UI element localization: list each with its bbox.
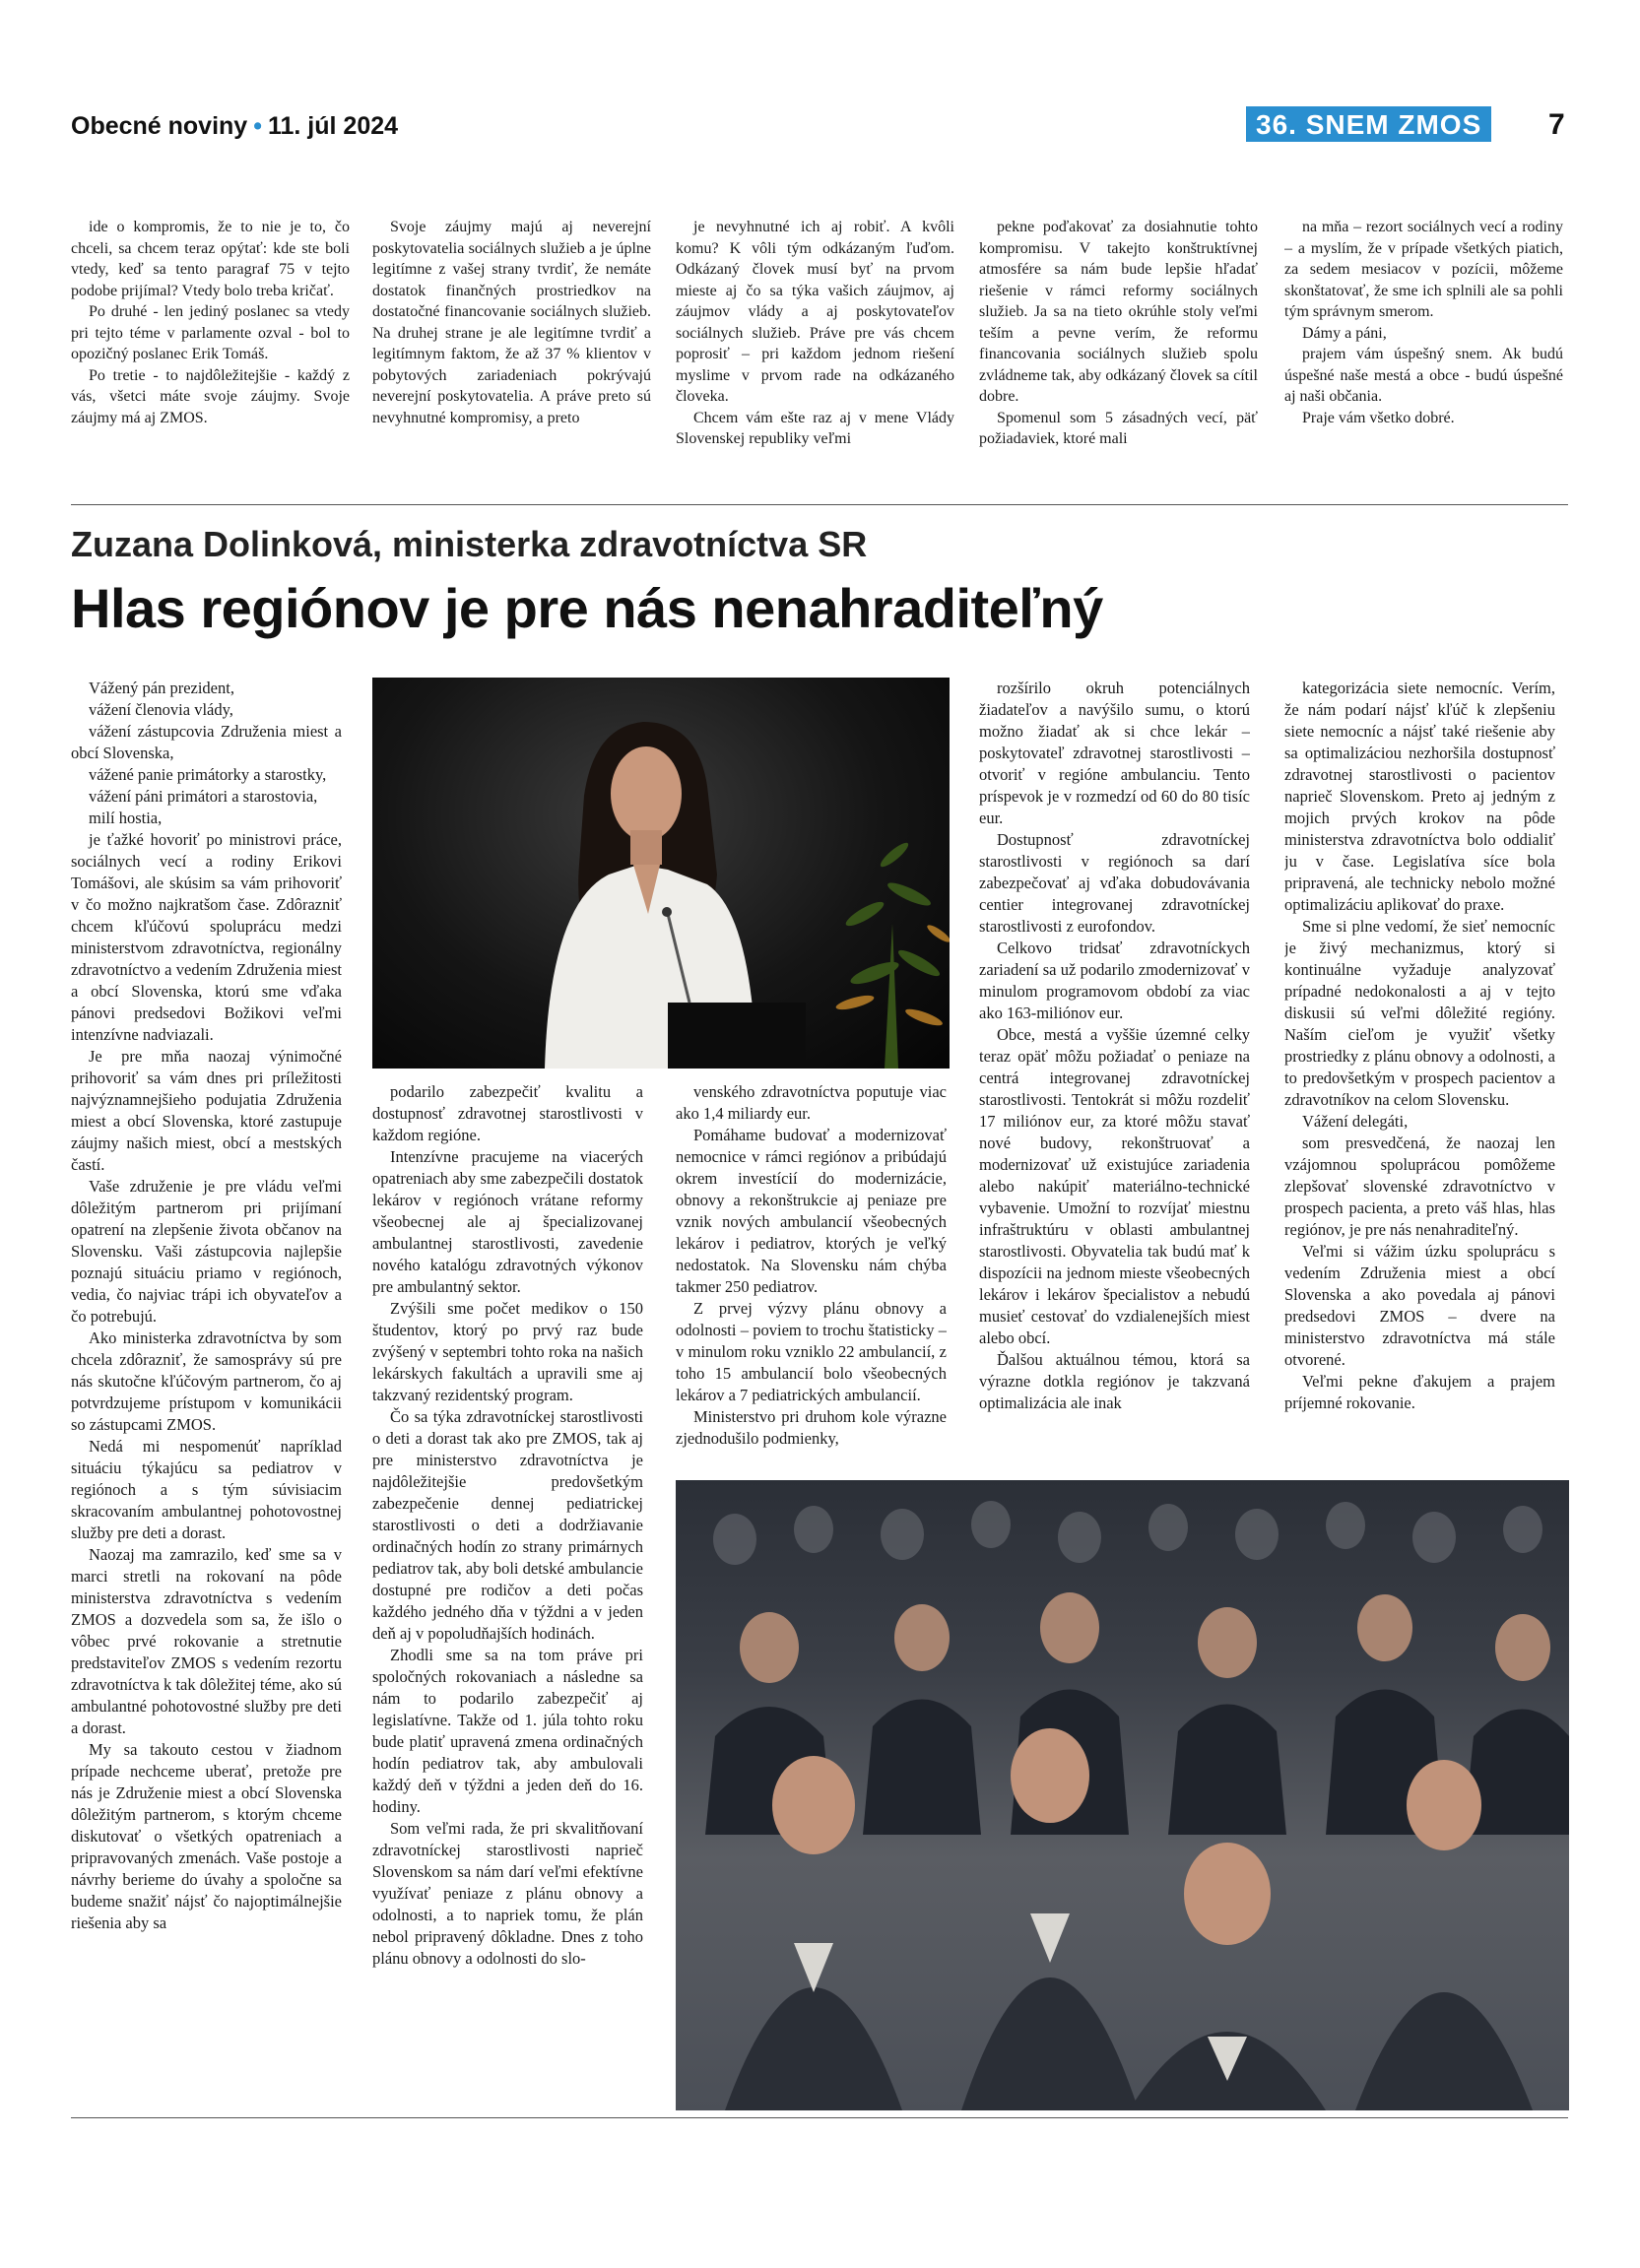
paragraph: milí hostia, [89,809,163,827]
paragraph: Svoje záujmy majú aj neverejní poskytovatelia sociálnych služieb a je úplne legitímne z vašej strany tvrdiť, že nemáte dostatok finančných prostriedkov na dostatočné financovanie sociálnych služieb. Na druhej strane je ale legitímne tvrdiť a legitímnym faktom, že až 37 % klientov v pobytových zariadeniach pokrývajú neverejní poskytovatelia. A práve preto sú nevyhnutné kompromisy, a preto [372,219,651,426]
paragraph: Zvýšili sme počet medikov o 150 študentov, ktorý po prvý raz bude zvýšený v septembri tohto roka na našich lekárskych fakultách a upravili sme aj takzvaný rezidentský program. [372,1299,643,1404]
paragraph: Som veľmi rada, že pri skvalitňovaní zdravotníckej starostlivosti naprieč Slovenskom sa nám darí veľmi efektívne využívať peniaze z plánu obnovy a odolnosti, a to napriek tomu, že plán nebol pripravený dôkladne. Dnes z toho plánu obnovy a odolnosti do slo- [372,1819,643,1968]
paragraph: prajem vám úspešný snem. Ak budú úspešné naše mestá a obce - budú úspešné aj naši občania. [1284,346,1563,405]
separator-dot-icon: • [253,112,262,140]
audience-photo [676,1480,1569,2110]
paragraph: Sme si plne vedomí, že sieť nemocníc je živý mechanizmus, ktorý si kontinuálne vyžaduje analyzovať prípadné nedokonalosti a aj v tejto diskusii sú veľmi dôležité regióny. Naším cieľom je využiť všetky prostriedky z plánu obnovy a odolnosti, a to predovšetkým v prospech pacientov a zdravotníkov na celom Slovensku. [1284,917,1555,1109]
paragraph: je ťažké hovoriť po ministrovi práce, sociálnych vecí a rodiny Erikovi Tomášovi, ale skúsim sa vám prihovoriť v čo možno najkratšom čase. Zdôrazniť chcem kľúčovú spoluprácu medzi ministerstvom zdravotníctva, regionálny zdravotníctvo a vedením Združenia miest a obcí Slovenska, ktorú sme vďaka pánovi predsedovi Božikovi veľmi intenzívne nadviazali. [71,830,342,1044]
paragraph: Po tretie - to najdôležitejšie - každý z vás, všetci máte svoje záujmy. Svoje záujmy má aj ZMOS. [71,366,350,426]
paragraph: vážení páni primátori a starostovia, [89,787,318,806]
paragraph: Vaše združenie je pre vládu veľmi dôležitým partnerom pri prijímaní opatrení na zlepšenie života občanov na Slovensku. Vaši zástupcovia najlepšie poznajú situáciu priamo v regiónoch, vedia, čo najviac trápi ich obyvateľov a čo potrebujú. [71,1177,342,1326]
top-column-5 [1284,217,1563,502]
paragraph: Ďalšou aktuálnou témou, ktorá sa výrazne dotkla regiónov je takzvaná optimalizácia ale inak [979,1350,1250,1412]
article-column-2 [372,1081,643,2101]
top-column-1 [71,217,350,502]
top-column-4 [979,217,1258,502]
paragraph: vážené panie primátorky a starostky, [89,765,327,784]
paragraph: Veľmi si vážim úzku spoluprácu s vedením Združenia miest a obcí Slovenska a ako povedala aj pánovi predsedovi ZMOS – dvere na ministerstvo zdravotníctva má stále otvorené. [1284,1242,1555,1369]
paragraph: Vážení delegáti, [1302,1112,1409,1131]
article-headline: Hlas regiónov je pre nás nenahraditeľný [71,577,1103,639]
paragraph: Nedá mi nespomenúť napríklad situáciu týkajúcu sa pediatrov v regiónoch a s tým súvisiacim skracovaním ambulantnej pohotovostnej služby pre deti a dorast. [71,1437,342,1542]
article-kicker: Zuzana Dolinková, ministerka zdravotníctva SR [71,524,868,564]
paragraph: Pomáhame budovať a modernizovať nemocnice v rámci regiónov a pribúdajú okrem investícií do modernizácie, obnovy a rekonštrukcie aj peniaze pre vznik nových ambulancií všeobecných lekárov i pediatrov, ktorých je veľký nedostatok. Na Slovensku nám chýba takmer 250 pediatrov. [676,1126,947,1296]
paragraph: Je pre mňa naozaj výnimočné prihovoriť sa vám dnes pri príležitosti najvýznamnejšieho podujatia Združenia miest a obcí Slovenska, ktoré zastupuje záujmy našich miest, obcí a mestských častí. [71,1047,342,1174]
paragraph: Po druhé - len jediný poslanec sa vtedy pri tejto téme v parlamente ozval - bol to opozičný poslanec Erik Tomáš. [71,303,350,362]
paragraph: kategorizácia siete nemocníc. Verím, že nám podarí nájsť kľúč k zlepšeniu siete nemocníc a nájsť také riešenie aby sa optimalizáciou nezhoršila dostupnosť zdravotnej starostlivosti o pacientov naprieč Slovenskom. Preto aj jedným z mojich prvých krokov na pôde ministerstva zdravotníctva bolo oddialiť ju v čase. Legislatíva síce bola pripravená, ale technicky nebolo možné optimalizáciu aplikovať do praxe. [1284,679,1555,914]
paragraph: rozšírilo okruh potenciálnych žiadateľov a navýšilo sumu, o ktorú možno žiadať ak si chce lekár – poskytovateľ zdravotnej starostlivosti – otvoriť v regióne ambulanciu. Tento príspevok je v rozmedzí od 60 do 80 tisíc eur. [979,679,1250,827]
paragraph: Celkovo tridsať zdravotníckych zariadení sa už podarilo zmodernizovať v minulom programovom období za viac ako 163-miliónov eur. [979,939,1250,1022]
section-tag: 36. SNEM ZMOS [1246,106,1491,142]
paragraph: Dámy a páni, [1302,324,1387,342]
paragraph: Chcem vám ešte raz aj v mene Vlády Slovenskej republiky veľmi [676,409,954,447]
top-column-3 [676,217,954,502]
paragraph: Čo sa týka zdravotníckej starostlivosti o deti a dorast tak ako pre ZMOS, tak aj pre ministerstvo zdravotníctva je najdôležitejšie predovšetkým zabezpečenie dennej pediatrickej starostlivosti o deti a dodržiavanie ordinačných hodín zo strany primárnych pediatrov tak, aby boli detské ambulancie dostupné pre rodičov a deti počas každého jedného dňa v týždni a v jeden deň aj v popoludňajších hodinách. [372,1407,643,1643]
paragraph: som presvedčená, že naozaj len vzájomnou spoluprácou pomôžeme zlepšovať slovenské zdravotníctvo v prospech pacienta, a preto váš hlas, hlas regiónov, je pre nás nenahraditeľný. [1284,1134,1555,1239]
paragraph: ide o kompromis, že to nie je to, čo chceli, sa chcem teraz opýtať: kde ste boli vtedy, keď sa tento paragraf 75 v tejto podobe prijímal? Vtedy bolo treba kričať. [71,219,350,299]
paragraph: pekne poďakovať za dosiahnutie tohto kompromisu. V takejto konštruktívnej atmosfére sa nám bude lepšie hľadať riešenie v rámci reformy sociálnych služieb. Ja sa na tieto okrúhle stoly veľmi teším a pevne verím, že reformu financovania sociálnych služieb spolu zvládneme tak, aby odkázaný človek sa cítil dobre. [979,219,1258,405]
publication-line [71,112,398,141]
page-header [71,106,1568,146]
paragraph: Ako ministerka zdravotníctva by som chcela zdôrazniť, že samosprávy sú pre nás skutočne kľúčovým partnerom, čo aj potvrdzujeme prístupom v komunikácii so zástupcami ZMOS. [71,1328,342,1434]
top-divider [71,504,1568,505]
paragraph: My sa takouto cestou v žiadnom prípade nechceme uberať, pretože pre nás je Združenie miest a obcí Slovenska dôležitým partnerom, s ktorým chceme diskutovať o všetkých opatreniach a pripravovaných zmenách. Vaše postoje a návrhy berieme do úvahy a spoločne sa budeme snažiť nájsť čo najoptimálnejšie riešenia aby sa [71,1740,342,1932]
paragraph: Intenzívne pracujeme na viacerých opatreniach aby sme zabezpečili dostatok lekárov v regiónoch vrátane reformy všeobecnej ale aj špecializovanej ambulantnej starostlivosti, zavedenie nového katalógu zdravotných výkonov pre ambulantný sektor. [372,1147,643,1296]
paragraph: na mňa – rezort sociálnych vecí a rodiny – a myslím, že v prípade všetkých piatich, za sedem mesiacov v pozícii, môžeme skonštatovať, že sme ich splnili ale sa pohli tým správnym smerom. [1284,219,1563,320]
page-number: 7 [1548,108,1565,141]
top-column-2 [372,217,651,502]
issue-date: 11. júl 2024 [267,112,399,140]
paragraph: Veľmi pekne ďakujem a prajem príjemné rokovanie. [1284,1372,1555,1412]
bottom-divider [71,2117,1568,2118]
paragraph: vážení členovia vlády, [89,700,233,719]
speaker-photo [372,678,950,1069]
article-column-4 [979,678,1250,1470]
paragraph: je nevyhnutné ich aj robiť. A kvôli komu? K vôli tým odkázaným ľuďom. Odkázaný človek musí byť na prvom mieste aj čo sa týka vašich záujmov, aj záujmov vlády a aj poskytovateľov sociálnych služieb. Práve pre vás chcem poprosiť – pri každom jednom riešení myslime v prvom rade na odkázaného človeka. [676,219,954,405]
paragraph: Zhodli sme sa na tom práve pri spoločných rokovaniach a následne sa nám to podarilo zabezpečiť aj legislatívne. Takže od 1. júla tohto roku bude platiť upravená zmena ordinačných hodín pediatrov tak, aby ambulovali každý deň v týždni a jeden deň do 16. hodiny. [372,1646,643,1816]
paragraph: Naozaj ma zamrazilo, keď sme sa v marci stretli na rokovaní na pôde ministerstva zdravotníctva s vedením ZMOS a dozvedela som sa, že išlo o vôbec prvé rokovanie a stretnutie predstaviteľov ZMOS s vedením rezortu zdravotníctva k tak dôležitej téme, ako sú ambulantné pohotovostné služby pre deti a dorast. [71,1545,342,1737]
paragraph: Spomenul som 5 zásadných vecí, päť požiadaviek, ktoré mali [979,409,1258,447]
publication-name: Obecné noviny [71,112,248,140]
paragraph: Z prvej výzvy plánu obnovy a odolnosti – poviem to trochu štatisticky – v minulom roku vzniklo 22 ambulancií, z toho 15 ambulancií bolo všeobecných lekárov a 7 pediatrických ambulancií. [676,1299,947,1404]
paragraph: Obce, mestá a vyššie územné celky teraz opäť môžu požiadať o peniaze na centrá integrovanej zdravotníckej starostlivosti. Tentokrát si môžu rozdeliť 17 miliónov eur, za ktoré môžu stavať nové budovy, rekonštruovať a modernizovať už existujúce zariadenia alebo nakúpiť materiálno-technické vybavenie. Umožní to rozvíjať miestnu infraštruktúru v oblasti ambulantnej starostlivosti. Obyvatelia tak budú mať k dispozícii na jednom mieste všeobecných lekárov i lekárov špecialistov a nebudú musieť cestovať do vzdialenejších miest alebo obcí. [979,1025,1250,1347]
article-column-1 [71,678,342,2101]
paragraph: podarilo zabezpečiť kvalitu a dostupnosť zdravotnej starostlivosti v každom regióne. [372,1082,643,1144]
paragraph: venského zdravotníctva poputuje viac ako 1,4 miliardy eur. [676,1082,947,1123]
article-column-3 [676,1081,947,1470]
paragraph: Dostupnosť zdravotníckej starostlivosti v regiónoch sa darí zabezpečovať aj vďaka dobudovávania centier integrovanej zdravotníckej starostlivosti z eurofondov. [979,830,1250,936]
paragraph: Vážený pán prezident, [89,679,234,697]
paragraph: Praje vám všetko dobré. [1302,409,1455,426]
article-column-5 [1284,678,1555,1470]
paragraph: vážení zástupcovia Združenia miest a obcí Slovenska, [71,722,342,762]
paragraph: Ministerstvo pri druhom kole výrazne zjednodušilo podmienky, [676,1407,947,1448]
